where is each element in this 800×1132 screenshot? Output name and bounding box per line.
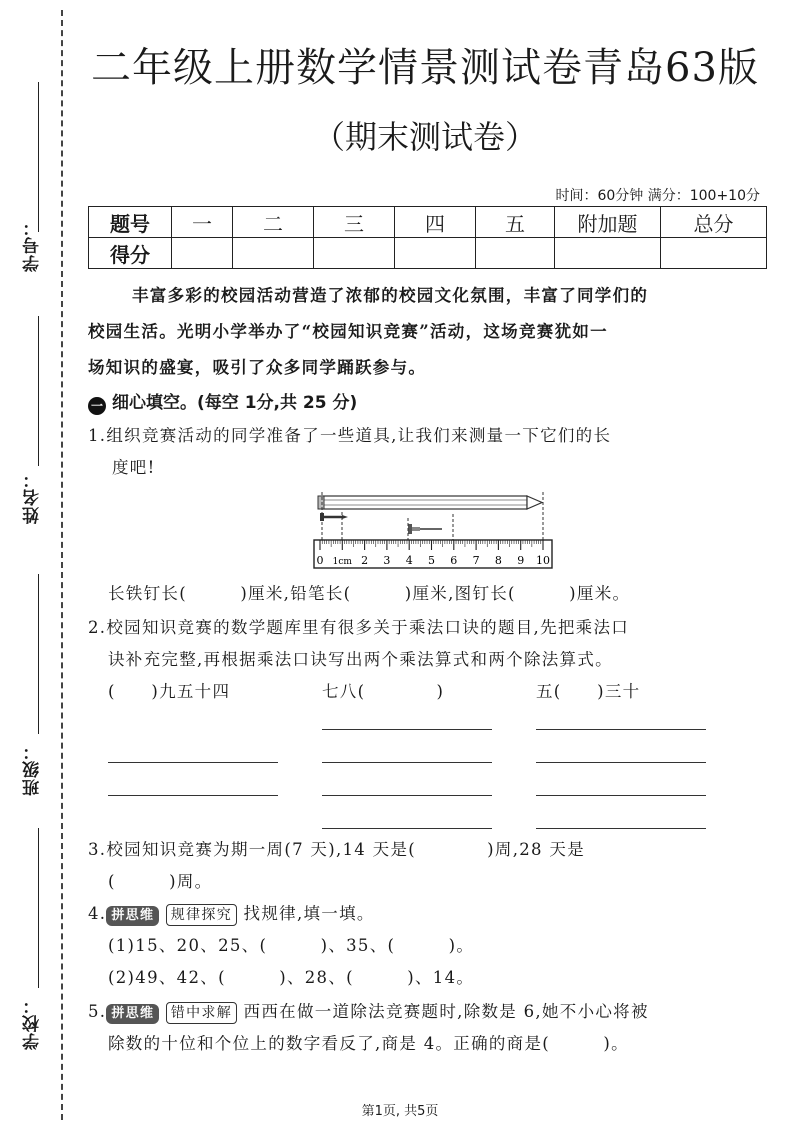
answer-line[interactable] — [322, 795, 492, 796]
q3-line-1: 3.校园知识竞赛为期一周(7 天),14 天是( )周,28 天是 — [88, 840, 586, 859]
score-cell[interactable] — [233, 238, 314, 269]
table-header-cell: 四 — [395, 207, 476, 238]
pencil-image — [318, 496, 542, 509]
q1-answer-line: 长铁钉长( )厘米,铅笔长( )厘米,图钉长( )厘米。 — [108, 584, 631, 603]
thinking-tag: 拼思维 — [106, 1004, 159, 1024]
section-1-title: 细心填空。(每空 1分,共 25 分) — [112, 393, 358, 413]
q4-line-2: (2)49、42、( )、28、( )、14。 — [108, 968, 475, 987]
answer-line[interactable] — [322, 729, 492, 730]
q5-text: 西西在做一道除法竞赛题时,除数是 6,她不小心将被 — [243, 1002, 649, 1021]
score-cell[interactable] — [661, 238, 767, 269]
answer-line[interactable] — [536, 795, 706, 796]
ruler-tick-label: 9 — [517, 554, 525, 567]
section-number-badge: 一 — [88, 397, 106, 415]
class-label: 班级： — [23, 742, 43, 796]
error-solving-tag: 错中求解 — [166, 1002, 237, 1024]
intro-line-3: 场知识的盛宴，吸引了众多同学踊跃参与。 — [88, 358, 427, 377]
pattern-tag: 规律探究 — [166, 904, 237, 926]
answer-line[interactable] — [536, 729, 706, 730]
ruler-tick-label: 7 — [472, 554, 480, 567]
q2-item-1: ( )九五十四 — [108, 682, 231, 701]
q2-line-2: 诀补充完整,再根据乘法口诀写出两个乘法算式和两个除法算式。 — [108, 650, 613, 669]
xuehao-fill-line — [38, 82, 39, 232]
q1-line-2: 度吧! — [112, 458, 156, 477]
score-cell[interactable] — [172, 238, 233, 269]
section-1-heading — [88, 388, 357, 415]
ruler-tick-label: 4 — [405, 554, 413, 567]
answer-line[interactable] — [536, 762, 706, 763]
xuehao-label: 学号： — [23, 218, 43, 272]
table-header-cell: 附加题 — [555, 207, 661, 238]
time-score-info: 时间：60分钟 满分：100+10分 — [555, 188, 760, 204]
q5-prompt — [88, 996, 649, 1028]
score-table — [88, 206, 767, 269]
name-fill-line — [38, 316, 39, 466]
q2-item-3: 五( )三十 — [536, 682, 641, 701]
q5-number: 5. — [88, 1002, 107, 1021]
q1-line-1: 1.组织竞赛活动的同学准备了一些道具,让我们来测量一下它们的长 — [88, 426, 612, 445]
table-header-cell: 一 — [172, 207, 233, 238]
binding-dashed-line — [61, 10, 63, 1120]
score-table-score-row — [89, 238, 767, 269]
page-footer: 第1页, 共5页 — [361, 1104, 439, 1119]
q2-line-1: 2.校园知识竞赛的数学题库里有很多关于乘法口诀的题目,先把乘法口 — [88, 618, 630, 637]
answer-line[interactable] — [322, 828, 492, 829]
ruler-tick-label: 2 — [361, 554, 369, 567]
table-header-cell: 三 — [314, 207, 395, 238]
q5-line-2: 除数的十位和个位上的数字看反了,商是 4。正确的商是( )。 — [108, 1034, 629, 1053]
score-row-label: 得分 — [89, 238, 172, 269]
q4-line-1: (1)15、20、25、( )、35、( )。 — [108, 936, 475, 955]
score-cell[interactable] — [555, 238, 661, 269]
table-header-cell: 五 — [476, 207, 555, 238]
ruler-tick-label: 0 — [316, 554, 324, 567]
long-nail-image — [320, 513, 348, 521]
score-cell[interactable] — [395, 238, 476, 269]
thinking-tag: 拼思维 — [106, 906, 159, 926]
intro-line-1: 丰富多彩的校园活动营造了浓郁的校园文化氛围，丰富了同学们的 — [132, 286, 649, 305]
ruler-tick-label: 3 — [383, 554, 391, 567]
class-fill-line — [38, 574, 39, 734]
ruler-tick-label: 8 — [494, 554, 502, 567]
page-title: 二年级上册数学情景测试卷青岛63版 — [91, 45, 759, 91]
q2-item-2: 七八( ) — [322, 682, 445, 701]
answer-line[interactable] — [322, 762, 492, 763]
table-header-cell: 题号 — [89, 207, 172, 238]
answer-line[interactable] — [108, 795, 278, 796]
score-cell[interactable] — [314, 238, 395, 269]
ruler-tick-label: 6 — [450, 554, 458, 567]
table-header-cell: 二 — [233, 207, 314, 238]
answer-line[interactable] — [108, 762, 278, 763]
q3-line-2: ( )周。 — [108, 872, 213, 891]
intro-line-2: 校园生活。光明小学举办了“校园知识竞赛”活动，这场竞赛犹如一 — [88, 322, 608, 341]
q4-prompt — [88, 898, 375, 930]
q4-text: 找规律,填一填。 — [243, 904, 375, 923]
ruler-tick-label: 1cm — [332, 557, 352, 567]
score-table-header-row — [89, 207, 767, 238]
page-subtitle: （期末测试卷） — [312, 118, 537, 156]
answer-line[interactable] — [536, 828, 706, 829]
score-cell[interactable] — [476, 238, 555, 269]
name-label: 姓名： — [23, 470, 43, 524]
ruler-tick-label: 5 — [428, 554, 435, 567]
q4-number: 4. — [88, 904, 107, 923]
school-label: 学校： — [23, 996, 43, 1050]
table-header-cell: 总分 — [661, 207, 767, 238]
thumbtack-image — [408, 524, 442, 534]
school-fill-line — [38, 828, 39, 988]
ruler-tick-label: 10 — [536, 554, 550, 567]
ruler-figure — [310, 488, 560, 570]
